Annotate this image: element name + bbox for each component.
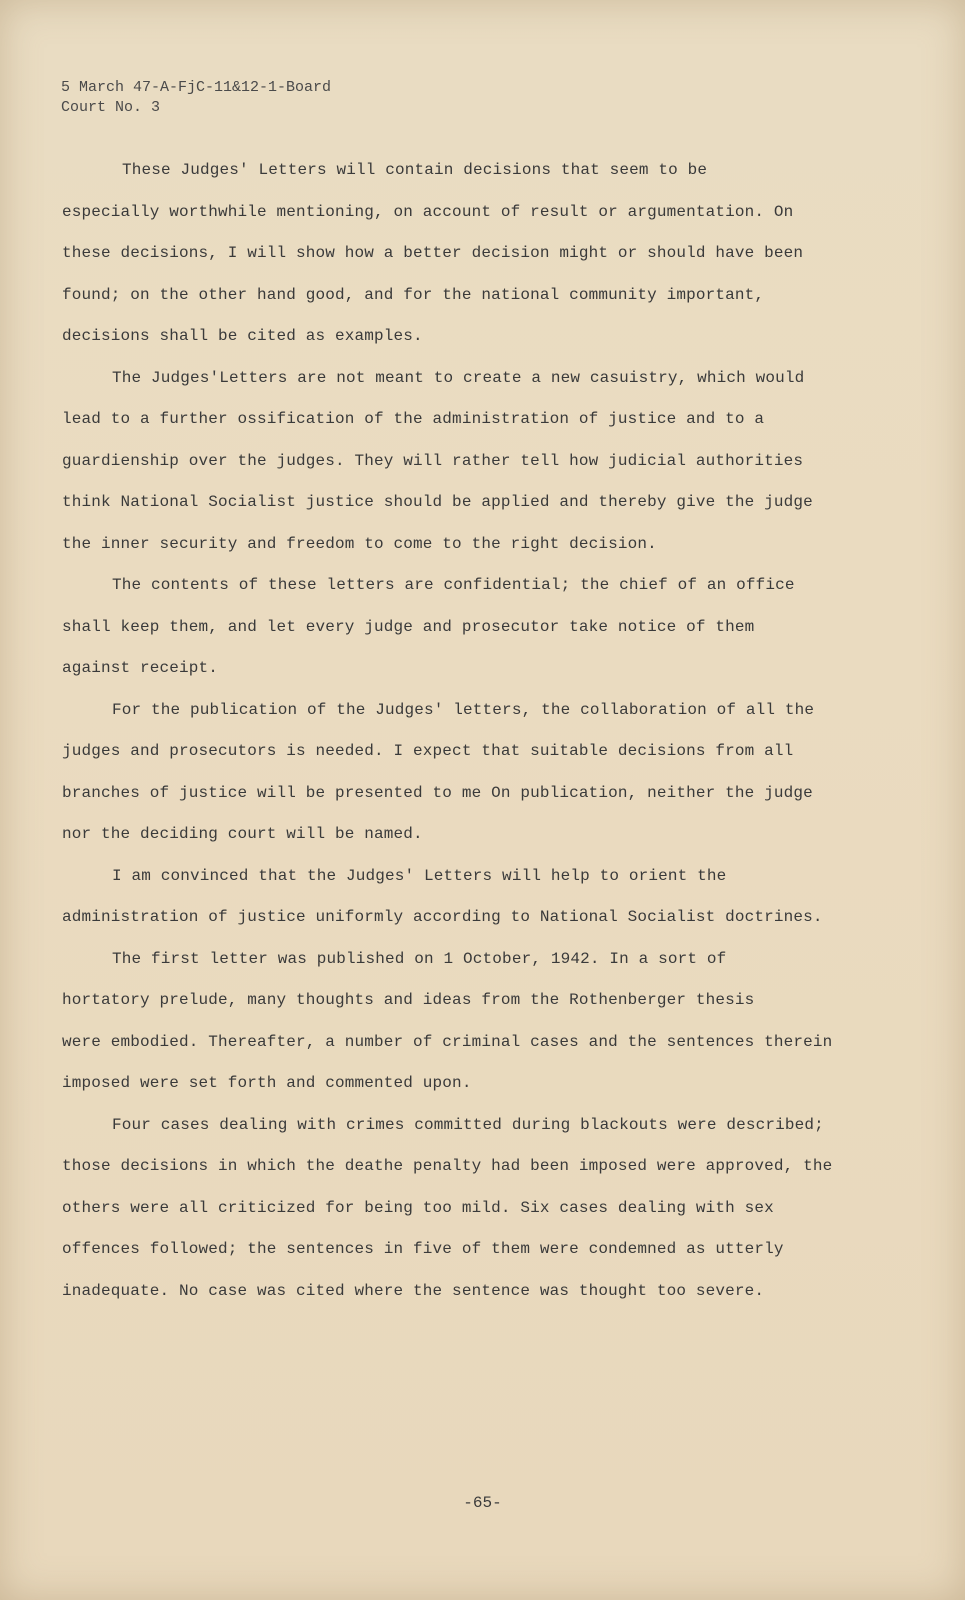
document-header xyxy=(61,78,331,118)
text-line: think National Socialist justice should be applied and thereby give the judge xyxy=(62,493,813,511)
text-line: lead to a further ossification of the administration of justice and to a xyxy=(62,410,765,428)
text-line: branches of justice will be presented to me On publication, neither the judge xyxy=(62,783,813,802)
text-line: The first letter was published on 1 October, 1942. In a sort of xyxy=(112,949,727,968)
text-line: especially worthwhile mentioning, on account of result or argumentation. On xyxy=(62,202,794,221)
text-line: against receipt. xyxy=(62,659,219,677)
text-line: found; on the other hand good, and for the national community important, xyxy=(62,285,765,304)
text-line: the inner security and freedom to come to the right decision. xyxy=(62,534,657,553)
text-line: hortatory prelude, many thoughts and ideas from the Rothenberger thesis xyxy=(62,991,755,1009)
text-line: imposed were set forth and commented upon. xyxy=(62,1074,472,1092)
header-reference: 5 March 47-A-FjC-11&12-1-Board xyxy=(61,79,332,96)
header-court: Court No. 3 xyxy=(61,99,161,116)
text-line: shall keep them, and let every judge and prosecutor take notice of them xyxy=(62,617,755,636)
text-line: inadequate. No case was cited where the sentence was thought too severe. xyxy=(62,1281,765,1300)
text-line: others were all criticized for being too mild. Six cases dealing with sex xyxy=(62,1198,774,1217)
text-line: judges and prosecutors is needed. I expect that suitable decisions from all xyxy=(62,742,794,760)
page-number: -65- xyxy=(463,1494,502,1512)
text-line: For the publication of the Judges' letters, the collaboration of all the xyxy=(112,700,815,719)
document-body xyxy=(62,150,882,1312)
text-line: The contents of these letters are confidential; the chief of an office xyxy=(112,576,795,594)
text-line: these decisions, I will show how a better decision might or should have been xyxy=(62,244,804,262)
text-line: administration of justice uniformly according to National Socialist doctrines. xyxy=(62,908,823,926)
text-line: those decisions in which the deathe penalty had been imposed were approved, the xyxy=(62,1157,833,1175)
text-line: were embodied. Thereafter, a number of criminal cases and the sentences therein xyxy=(62,1032,833,1051)
text-line: guardienship over the judges. They will rather tell how judicial authorities xyxy=(62,451,804,470)
text-line: Four cases dealing with crimes committed during blackouts were described; xyxy=(112,1115,824,1134)
text-line: These Judges' Letters will contain decisions that seem to be xyxy=(122,161,708,179)
text-line: offences followed; the sentences in five of them were condemned as utterly xyxy=(62,1240,784,1258)
text-line: decisions shall be cited as examples. xyxy=(62,327,423,345)
text-line: The Judges'Letters are not meant to create a new casuistry, which would xyxy=(112,368,805,387)
text-line: I am convinced that the Judges' Letters will help to orient the xyxy=(112,866,727,885)
text-line: nor the deciding court will be named. xyxy=(62,825,423,843)
